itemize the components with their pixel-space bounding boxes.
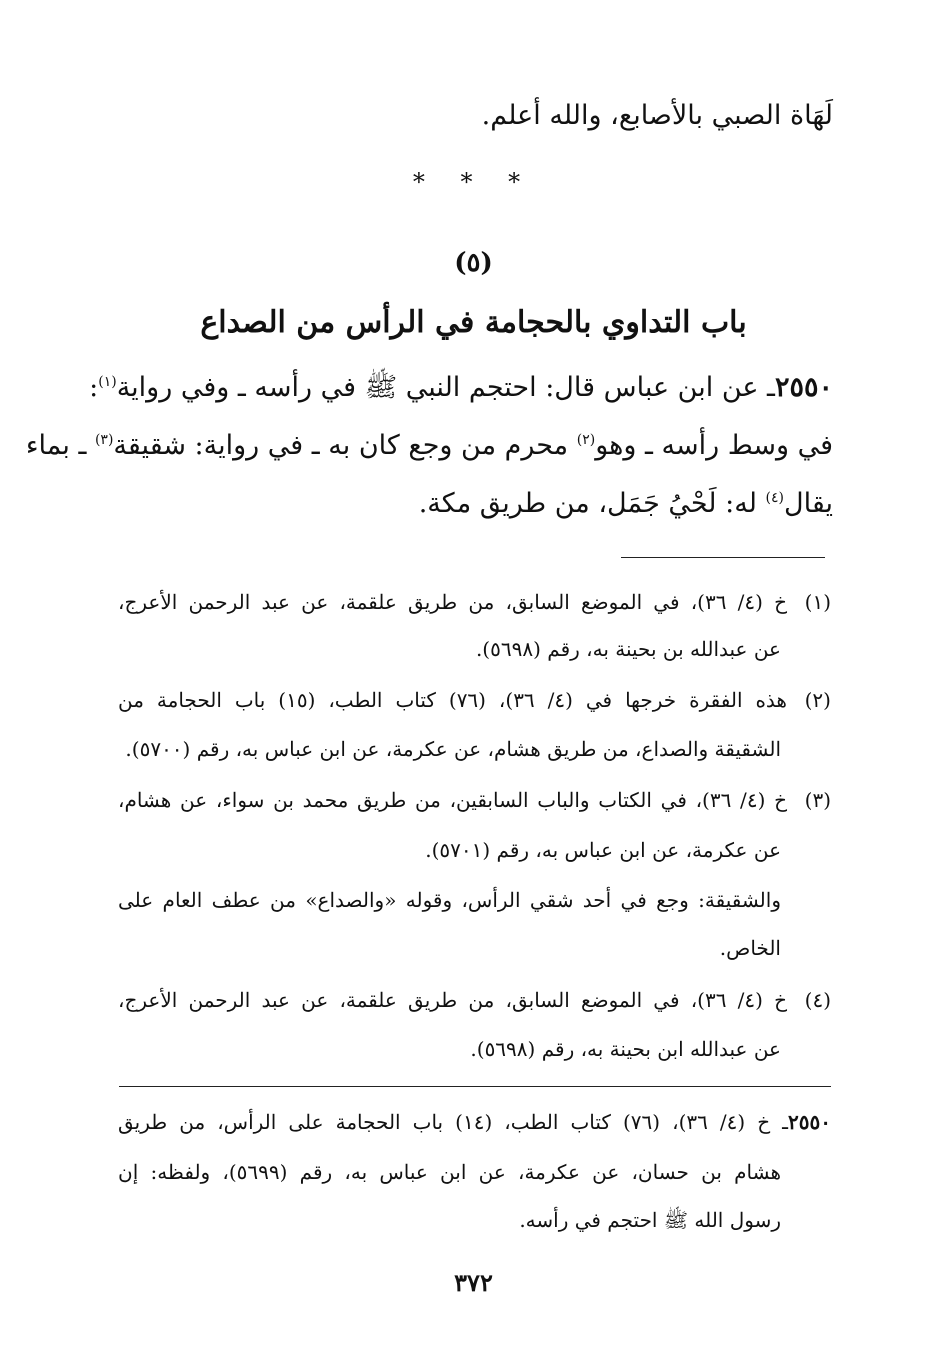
footnote-3-line-2: عن عكرمة، عن ابن عباس به، رقم (٥٧٠١). — [425, 838, 781, 862]
footnote-ref: (١) — [98, 374, 117, 390]
source-note-number: ٢٥٥٠ — [788, 1110, 831, 1134]
footnote-number: (١) — [804, 590, 831, 614]
footnote-number: (٣) — [804, 788, 831, 812]
footnote-1-line-1: (١)خ (٤/ ٣٦)، في الموضع السابق، من طريق علقمة، عن عبد الرحمن الأعرج، — [118, 590, 831, 614]
source-note-line-2: هشام بن حسان، عن عكرمة، عن ابن عباس به، رقم (٥٦٩٩)، ولفظه: إن — [118, 1160, 782, 1184]
chapter-number: (٥) — [454, 248, 493, 278]
footnote-ref: (٣) — [94, 432, 114, 448]
hadith-line-1: ٢٥٥٠ـ عن ابن عباس قال: احتجم النبي ﷺ في رأسه ـ وفي رواية$^{(١)}$: — [89, 372, 833, 403]
footnote-2-line-1: (٢)هذه الفقرة خرجها في (٤/ ٣٦)، (٧٦) كتاب الطب، (١٥) باب الحجامة من — [118, 688, 831, 712]
footnote-4-line-2: عن عبدالله ابن بحينة به، رقم (٥٦٩٨). — [470, 1037, 781, 1061]
source-note-line-3: رسول الله ﷺ احتجم في رأسه. — [519, 1208, 781, 1232]
footnote-3-line-4: الخاص. — [719, 936, 781, 960]
footnote-4-line-1: (٤)خ (٤/ ٣٦)، في الموضع السابق، من طريق علقمة، عن عبد الرحمن الأعرج، — [118, 988, 831, 1012]
chapter-title: باب التداوي بالحجامة في الرأس من الصداع — [200, 305, 747, 340]
source-note-line-1: ٢٥٥٠ـ خ (٤/ ٣٦)، (٧٦) كتاب الطب، (١٤) باب الحجامة على الرأس، من طريق — [118, 1110, 831, 1134]
hadith-number: ٢٥٥٠ — [774, 372, 833, 403]
section-separator: * * * — [412, 168, 535, 196]
footnote-ref: (٢) — [576, 432, 596, 448]
footnote-divider — [621, 557, 825, 558]
footnote-number: (٤) — [804, 988, 831, 1012]
footnote-ref: (٤) — [765, 490, 784, 506]
footnote-3-line-1: (٣)خ (٤/ ٣٦)، في الكتاب والباب السابقين، من طريق محمد بن سواء، عن هشام، — [118, 788, 831, 812]
continued-text-line: لَهَاة الصبي بالأصابع، والله أعلم. — [481, 100, 833, 131]
footnote-number: (٢) — [804, 688, 831, 712]
source-divider — [119, 1086, 831, 1087]
footnote-2-line-2: الشقيقة والصداع، من طريق هشام، عن عكرمة، عن ابن عباس به، رقم (٥٧٠٠). — [125, 737, 781, 761]
hadith-line-3: يقال$^{(٤)}$ له: لَحْيُ جَمَل، من طريق مكة. — [418, 488, 833, 519]
footnote-3-line-3: والشقيقة: وجع في أحد شقي الرأس، وقوله «والصداع» من عطف العام على — [118, 888, 781, 912]
hadith-line-2: في وسط رأسه ـ وهو$^{(٢)}$ محرم من وجع كان به ـ في رواية: شقيقة$^{(٣)}$ ـ بماء — [25, 430, 833, 461]
page-number: ٣٧٢ — [454, 1268, 493, 1297]
footnote-1-line-2: عن عبدالله بن بحينة به، رقم (٥٦٩٨). — [475, 637, 781, 661]
